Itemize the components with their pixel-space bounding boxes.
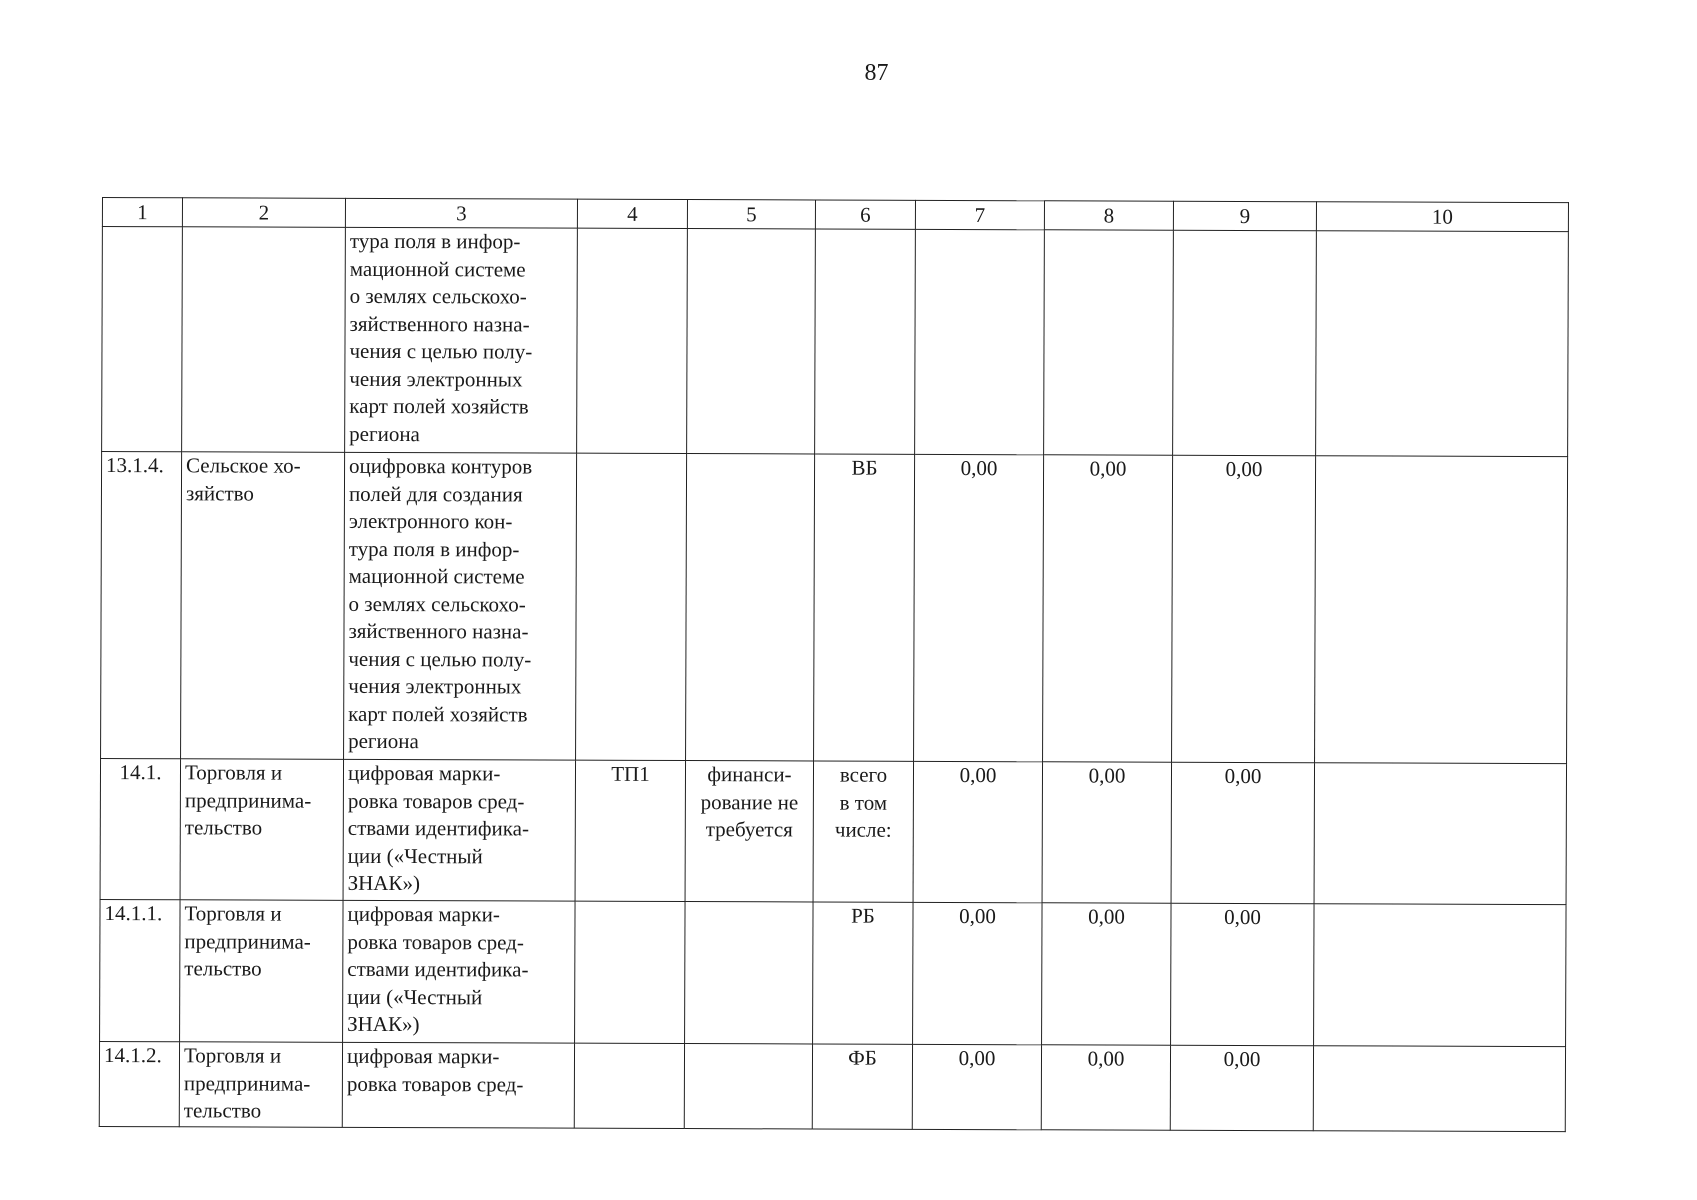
col-header-5: 5 xyxy=(687,200,815,229)
row-source: РБ xyxy=(813,902,913,1044)
row-description: оцифровка контуров полей для создания электронного кон- тура поля в инфор- мационной системе о землях сельскохо- зяйственного назна- чения с целью полу- чения электронных карт полей хозяйств региона xyxy=(344,452,577,760)
row-value-7: 0,00 xyxy=(912,1044,1041,1129)
row-number: 14.1.2. xyxy=(99,1041,179,1126)
col-header-1: 1 xyxy=(102,198,182,227)
row-value-7: 0,00 xyxy=(913,761,1042,902)
row-value-8: 0,00 xyxy=(1042,762,1171,903)
col-header-6: 6 xyxy=(815,200,915,229)
row-col10 xyxy=(1313,1046,1565,1132)
row-col4 xyxy=(574,1043,684,1128)
row-sector: Торговля и предпринима- тельство xyxy=(179,1042,342,1128)
row-col4: ТП1 xyxy=(575,760,685,901)
row-col4 xyxy=(577,228,688,453)
col-header-9: 9 xyxy=(1173,201,1316,230)
col-header-3: 3 xyxy=(345,198,577,228)
table-row xyxy=(101,452,1568,764)
table-row xyxy=(99,1041,1565,1131)
row-description: цифровая марки- ровка товаров сред- ствами идентифика- ции («Честный ЗНАК») xyxy=(343,900,575,1043)
row-col4 xyxy=(576,453,687,760)
row-number xyxy=(102,227,183,452)
row-col5 xyxy=(685,902,813,1044)
row-value-8: 0,00 xyxy=(1042,903,1171,1045)
col-header-10: 10 xyxy=(1316,202,1568,232)
row-sector: Торговля и предпринима- тельство xyxy=(180,759,343,901)
table-row xyxy=(100,758,1566,904)
row-value-8: 0,00 xyxy=(1041,1045,1170,1130)
row-source: ВБ xyxy=(814,454,915,761)
row-col4 xyxy=(575,901,685,1043)
row-source: ФБ xyxy=(812,1044,912,1129)
row-col10 xyxy=(1315,456,1568,764)
row-number: 13.1.4. xyxy=(101,452,182,759)
row-description: цифровая марки- ровка товаров сред- ствами идентифика- ции («Честный ЗНАК») xyxy=(343,759,575,901)
row-col10 xyxy=(1316,231,1569,457)
row-col5 xyxy=(684,1044,812,1129)
col-header-8: 8 xyxy=(1044,201,1173,230)
row-number: 14.1.1. xyxy=(100,899,180,1041)
program-table xyxy=(99,197,1569,1132)
row-value-8: 0,00 xyxy=(1043,455,1173,762)
row-col5: финанси- рование не требуется xyxy=(685,761,813,902)
col-header-4: 4 xyxy=(577,199,687,228)
row-col5 xyxy=(686,454,815,761)
row-sector: Сельское хо- зяйство xyxy=(181,452,345,760)
row-value-9 xyxy=(1173,230,1317,455)
row-source: всего в том числе: xyxy=(813,761,913,902)
row-col10 xyxy=(1314,904,1566,1047)
row-col10 xyxy=(1314,763,1566,905)
row-value-9: 0,00 xyxy=(1171,903,1314,1045)
row-value-7: 0,00 xyxy=(914,454,1044,761)
row-col5 xyxy=(687,229,816,454)
col-header-2: 2 xyxy=(182,198,345,228)
row-value-9: 0,00 xyxy=(1171,762,1314,903)
row-source xyxy=(815,229,916,454)
table-row xyxy=(100,899,1566,1046)
page-number: 87 xyxy=(864,60,889,86)
row-description: тура поля в инфор- мационной системе о землях сельскохо- зяйственного назна- чения с целью полу- чения электронных карт полей хозяйств региона xyxy=(345,227,578,453)
row-value-8 xyxy=(1044,230,1174,455)
row-value-9: 0,00 xyxy=(1170,1045,1313,1130)
row-sector: Торговля и предпринима- тельство xyxy=(180,900,343,1043)
row-value-9: 0,00 xyxy=(1172,455,1316,762)
row-description: цифровая марки- ровка товаров сред- xyxy=(342,1042,574,1128)
table-row xyxy=(102,227,1569,457)
col-header-7: 7 xyxy=(915,200,1044,229)
row-value-7 xyxy=(915,229,1045,454)
row-number: 14.1. xyxy=(100,758,180,899)
row-sector xyxy=(182,227,346,453)
row-value-7: 0,00 xyxy=(913,902,1042,1044)
